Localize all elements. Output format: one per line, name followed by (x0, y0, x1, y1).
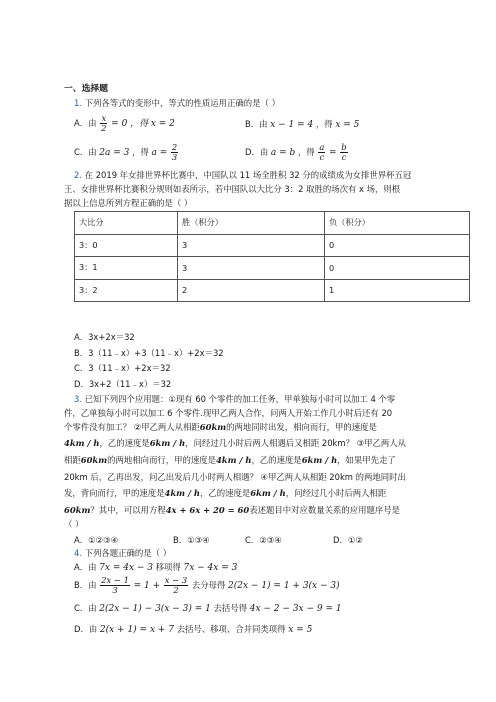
q4-option-d[interactable]: D．由 2(x + 1) = x + 7 去括号、移项、合并同类项得 x = 5 (74, 624, 313, 635)
question-2-number: 2. (74, 170, 82, 180)
question-3-line-5: 相距60km的两地相向而行，甲的速度是4km / h，乙的速度是6km / h，如果甲先走了 (64, 455, 396, 465)
q1-option-d[interactable]: D．由 a = b ，得 $\frac{a}{c}$ = $\frac{b}{c}$ (245, 142, 347, 162)
question-2-stem-line-1: 2. 在 2019 年女排世界杯比赛中，中国队以 11 场全胜积 32 分的成绩成为女排世界杯五冠 (74, 170, 412, 180)
q3-option-c[interactable]: C．②③④ (245, 535, 282, 545)
question-2-stem-line-3: 据以上信息所列方程正确的是（ ） (64, 198, 193, 208)
question-1-number: 1. (74, 98, 82, 108)
table-row (75, 257, 470, 280)
question-2-stem-line-2: 王、女排世界杯比赛积分规则如表所示，若中国队以大比分 3：2 取胜的场次有 x 场，则根 (64, 184, 401, 194)
question-4-number: 4. (74, 548, 82, 558)
fraction: $\frac{2x - 1}{3}$ (101, 575, 129, 595)
table-cell: 1 (325, 279, 470, 302)
fraction: $\frac{x - 3}{2}$ (164, 575, 188, 595)
q2-option-c[interactable]: C．3（11﹣x）+2x＝32 (74, 363, 171, 373)
q3-option-b[interactable]: B．①③④ (173, 535, 210, 545)
fraction: $\frac{2}{3}$ (171, 142, 178, 162)
question-3-line-8: 60km？其中，可以用方程4x + 6x + 20 = 60表述题目中对应数量关系的应用题序号是 (64, 505, 400, 515)
q1-option-b[interactable]: B．由 x − 1 = 4 ，得 x = 5 (245, 119, 360, 130)
table-header-row (75, 212, 470, 235)
table-header-cell: 胜（积分） (178, 212, 325, 235)
table-cell: 3：0 (75, 234, 178, 257)
table-cell: 0 (325, 257, 470, 280)
table-cell: 3 (178, 234, 325, 257)
fraction: $\frac{a}{c}$ (319, 142, 325, 162)
table-row (75, 234, 470, 257)
table-cell: 3 (178, 257, 325, 280)
table-cell: 0 (325, 234, 470, 257)
table-header-cell: 负（积分） (325, 212, 470, 235)
section-title: 一、选择题 (64, 84, 108, 94)
question-1-stem: 1. 下列各等式的变形中，等式的性质运用正确的是（ ） (74, 98, 280, 108)
fraction: $\frac{b}{c}$ (341, 142, 347, 162)
question-3-line-4: 4km / h，乙的速度是6km / h，问经过几小时后两人相遇后又相距 20km？ ③甲乙两人从 (64, 438, 406, 448)
table-row (75, 279, 470, 302)
question-3-line-6: 20km 后，乙再出发，问乙出发后几小时两人相遇？ ④甲乙两人从相距 20km 的两地同时出 (64, 472, 406, 482)
question-3-line-7: 发，背向而行，甲的速度是4km / h，乙的速度是6km / h，问经过几小时后两人相距 (64, 488, 387, 498)
q4-option-b[interactable]: B．由 $\frac{2x - 1}{3}$ = 1 + $\frac{x - 3}{2}$ 去分母得 2(2x − 1) = 1 + 3(x − 3) (74, 575, 340, 595)
q4-option-c[interactable]: C．由 2(2x − 1) − 3(x − 3) = 1 去括号得 4x − 2 − 3x − 9 = 1 (74, 603, 342, 614)
q2-option-d[interactable]: D．3x+2（11﹣x）＝32 (74, 379, 172, 389)
fraction: $\frac{x}{2}$ (101, 113, 107, 133)
table-cell: 2 (178, 279, 325, 302)
table-header-cell: 大比分 (75, 212, 178, 235)
question-3-line-3: 个零件没有加工？ ②甲乙两人从相距60km的两地同时出发，相向而行，甲的速度是 (64, 422, 377, 432)
q2-option-b[interactable]: B．3（11﹣x）+3（11﹣x）+2x＝32 (74, 348, 224, 358)
q1-option-a[interactable]: A．由 $\frac{x}{2}$ = 0 ，得 x = 2 (74, 113, 175, 133)
q3-option-d[interactable]: D．①② (333, 535, 363, 545)
table-cell: 3：2 (75, 279, 178, 302)
question-3-line-2: 件，乙单独每小时可以加工 6 个零件.现甲乙两人合作，问两人开始工作几小时后还有 20 (64, 408, 393, 418)
question-3-number: 3. (74, 394, 82, 404)
q2-option-a[interactable]: A．3x+2x＝32 (74, 332, 135, 342)
question-3-line-9: （ ） (64, 519, 84, 529)
q1-option-c[interactable]: C．由 2a = 3 ，得 a = $\frac{2}{3}$ (74, 142, 178, 162)
table-cell: 3：1 (75, 257, 178, 280)
question-4-stem: 4. 下列各题正确的是（ ） (74, 548, 172, 558)
q4-option-a[interactable]: A．由 7x = 4x − 3 移项得 7x − 4x = 3 (74, 562, 238, 573)
question-3-line-1: 3. 已知下列四个应用题：①现有 60 个零件的加工任务，甲单独每小时可以加工 4 个零 (74, 394, 396, 404)
score-rules-table (74, 211, 470, 302)
q3-option-a[interactable]: A．①②③④ (74, 535, 119, 545)
